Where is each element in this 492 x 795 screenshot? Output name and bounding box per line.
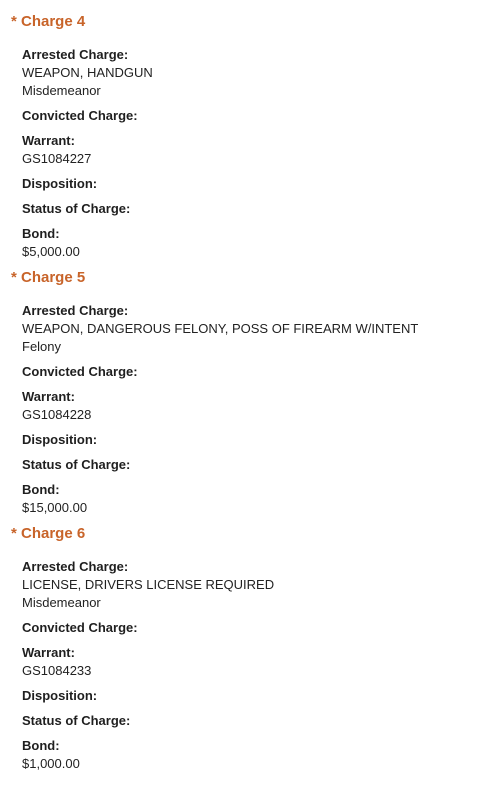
arrested-charge-label: Arrested Charge: xyxy=(22,559,129,574)
bond-field xyxy=(22,737,480,773)
convicted-charge-field xyxy=(22,107,480,125)
warrant-label: Warrant: xyxy=(22,389,75,404)
arrested-charge-field xyxy=(22,46,480,100)
arrested-charge-value: LICENSE, DRIVERS LICENSE REQUIRED xyxy=(22,577,275,592)
warrant-value: GS1084228 xyxy=(22,407,92,422)
status-of-charge-field xyxy=(22,456,480,474)
warrant-label: Warrant: xyxy=(22,133,75,148)
warrant-field xyxy=(22,644,480,680)
convicted-charge-field xyxy=(22,363,480,381)
arrested-charge-class: Misdemeanor xyxy=(22,83,101,98)
warrant-field xyxy=(22,388,480,424)
bond-label: Bond: xyxy=(22,738,60,753)
warrant-label: Warrant: xyxy=(22,645,75,660)
convicted-charge-field xyxy=(22,619,480,637)
convicted-charge-label: Convicted Charge: xyxy=(22,364,138,379)
arrested-charge-field xyxy=(22,558,480,612)
charge-title: * Charge 4 xyxy=(11,13,86,30)
arrested-charge-value: WEAPON, HANDGUN xyxy=(22,65,153,80)
disposition-field xyxy=(22,687,480,705)
arrested-charge-label: Arrested Charge: xyxy=(22,303,129,318)
disposition-label: Disposition: xyxy=(22,688,98,703)
charge-section-4 xyxy=(11,12,480,261)
arrested-charge-label: Arrested Charge: xyxy=(22,47,129,62)
status-of-charge-label: Status of Charge: xyxy=(22,713,131,728)
status-of-charge-field xyxy=(22,200,480,218)
arrested-charge-class: Felony xyxy=(22,339,62,354)
arrested-charge-field xyxy=(22,302,480,356)
charge-fields xyxy=(11,558,480,773)
warrant-value: GS1084227 xyxy=(22,151,92,166)
bond-field xyxy=(22,481,480,517)
convicted-charge-label: Convicted Charge: xyxy=(22,620,138,635)
warrant-field xyxy=(22,132,480,168)
arrested-charge-value: WEAPON, DANGEROUS FELONY, POSS OF FIREARM W/INTENT xyxy=(22,321,419,336)
charge-title: * Charge 5 xyxy=(11,269,86,286)
bond-field xyxy=(22,225,480,261)
status-of-charge-label: Status of Charge: xyxy=(22,201,131,216)
convicted-charge-label: Convicted Charge: xyxy=(22,108,138,123)
status-of-charge-label: Status of Charge: xyxy=(22,457,131,472)
charge-fields xyxy=(11,46,480,261)
bond-label: Bond: xyxy=(22,226,60,241)
disposition-field xyxy=(22,175,480,193)
bond-value: $15,000.00 xyxy=(22,500,88,515)
disposition-label: Disposition: xyxy=(22,432,98,447)
warrant-value: GS1084233 xyxy=(22,663,92,678)
bond-value: $5,000.00 xyxy=(22,244,80,259)
disposition-field xyxy=(22,431,480,449)
charge-section-6 xyxy=(11,524,480,773)
arrested-charge-class: Misdemeanor xyxy=(22,595,101,610)
charge-fields xyxy=(11,302,480,517)
bond-label: Bond: xyxy=(22,482,60,497)
disposition-label: Disposition: xyxy=(22,176,98,191)
charge-title: * Charge 6 xyxy=(11,525,86,542)
charge-section-5 xyxy=(11,268,480,517)
bond-value: $1,000.00 xyxy=(22,756,80,771)
status-of-charge-field xyxy=(22,712,480,730)
